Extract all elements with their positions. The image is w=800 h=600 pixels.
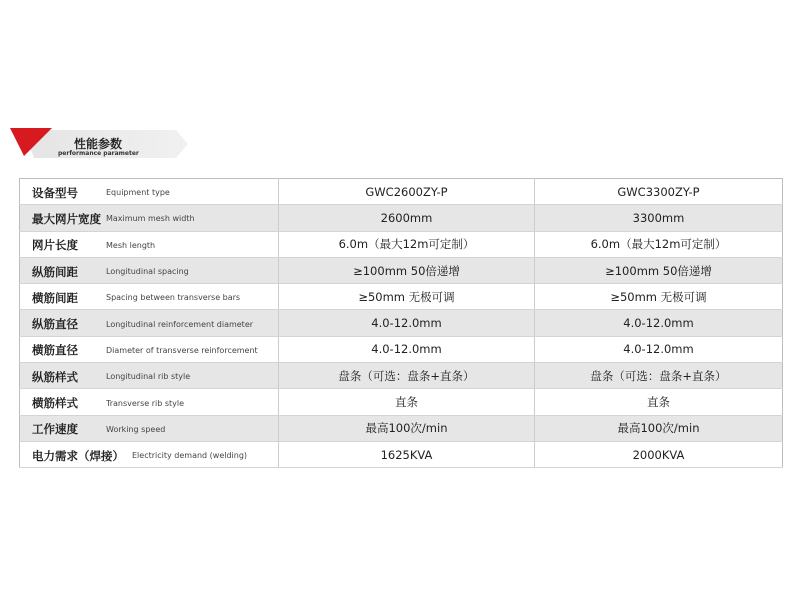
section-title: 性能参数 (74, 137, 123, 151)
label-zh: 纵筋样式 (32, 369, 78, 384)
label-zh: 工作速度 (32, 422, 78, 437)
value-model-1: 1625KVA (279, 441, 535, 467)
table-row (20, 284, 783, 310)
table-row (20, 336, 783, 362)
row-label (20, 310, 279, 336)
label-en: Working speed (106, 424, 166, 434)
value-model-1: 4.0-12.0mm (279, 336, 535, 362)
label-zh: 最大网片宽度 (32, 211, 101, 226)
row-label (20, 205, 279, 231)
value-model-1: 直条 (279, 389, 535, 415)
value-model-1: ≥50mm 无极可调 (279, 284, 535, 310)
label-zh: 电力需求（焊接） (32, 448, 124, 463)
value-model-1: ≥100mm 50倍递增 (279, 257, 535, 283)
label-zh: 纵筋间距 (32, 264, 78, 279)
value-model-1: GWC2600ZY-P (279, 179, 535, 205)
row-label (20, 415, 279, 441)
value-model-2: 最高100次/min (535, 415, 783, 441)
label-en: Transverse rib style (106, 398, 185, 408)
row-label (20, 441, 279, 467)
value-model-2: ≥50mm 无极可调 (535, 284, 783, 310)
row-label (20, 179, 279, 205)
row-label (20, 363, 279, 389)
table-row (20, 363, 783, 389)
value-model-2: 2000KVA (535, 441, 783, 467)
value-model-2: 直条 (535, 389, 783, 415)
value-model-1: 4.0-12.0mm (279, 310, 535, 336)
value-model-2: 盘条（可选：盘条+直条） (535, 363, 783, 389)
label-en: Longitudinal rib style (106, 372, 191, 382)
label-zh: 横筋直径 (32, 343, 78, 358)
table-row (20, 205, 783, 231)
table-row (20, 179, 783, 205)
table-row (20, 231, 783, 257)
table-row (20, 441, 783, 467)
row-label (20, 257, 279, 283)
label-zh: 纵筋直径 (32, 317, 78, 332)
row-label (20, 389, 279, 415)
value-model-1: 盘条（可选：盘条+直条） (279, 363, 535, 389)
value-model-1: 6.0m（最大12m可定制） (279, 231, 535, 257)
label-zh: 设备型号 (32, 185, 78, 200)
label-en: Maximum mesh width (106, 214, 195, 224)
value-model-2: GWC3300ZY-P (535, 179, 783, 205)
section-subtitle: performance parameter (58, 150, 139, 157)
row-label (20, 231, 279, 257)
value-model-2: 4.0-12.0mm (535, 336, 783, 362)
section-header (10, 128, 190, 160)
table-row (20, 389, 783, 415)
value-model-1: 2600mm (279, 205, 535, 231)
value-model-2: 6.0m（最大12m可定制） (535, 231, 783, 257)
value-model-2: 4.0-12.0mm (535, 310, 783, 336)
label-en: Mesh length (106, 240, 156, 250)
label-en: Spacing between transverse bars (106, 293, 241, 303)
value-model-1: 最高100次/min (279, 415, 535, 441)
label-en: Equipment type (106, 188, 170, 198)
label-zh: 横筋间距 (32, 290, 78, 305)
spec-table-body (20, 179, 783, 468)
table-row (20, 257, 783, 283)
spec-table (19, 178, 783, 468)
table-row (20, 310, 783, 336)
row-label (20, 284, 279, 310)
label-en: Longitudinal reinforcement diameter (106, 319, 254, 329)
label-en: Longitudinal spacing (106, 267, 189, 277)
label-zh: 横筋样式 (32, 396, 78, 411)
value-model-2: ≥100mm 50倍递增 (535, 257, 783, 283)
label-en: Diameter of transverse reinforcement (106, 345, 258, 355)
value-model-2: 3300mm (535, 205, 783, 231)
row-label (20, 336, 279, 362)
label-zh: 网片长度 (32, 238, 78, 253)
label-en: Electricity demand (welding) (132, 451, 248, 461)
table-row (20, 415, 783, 441)
